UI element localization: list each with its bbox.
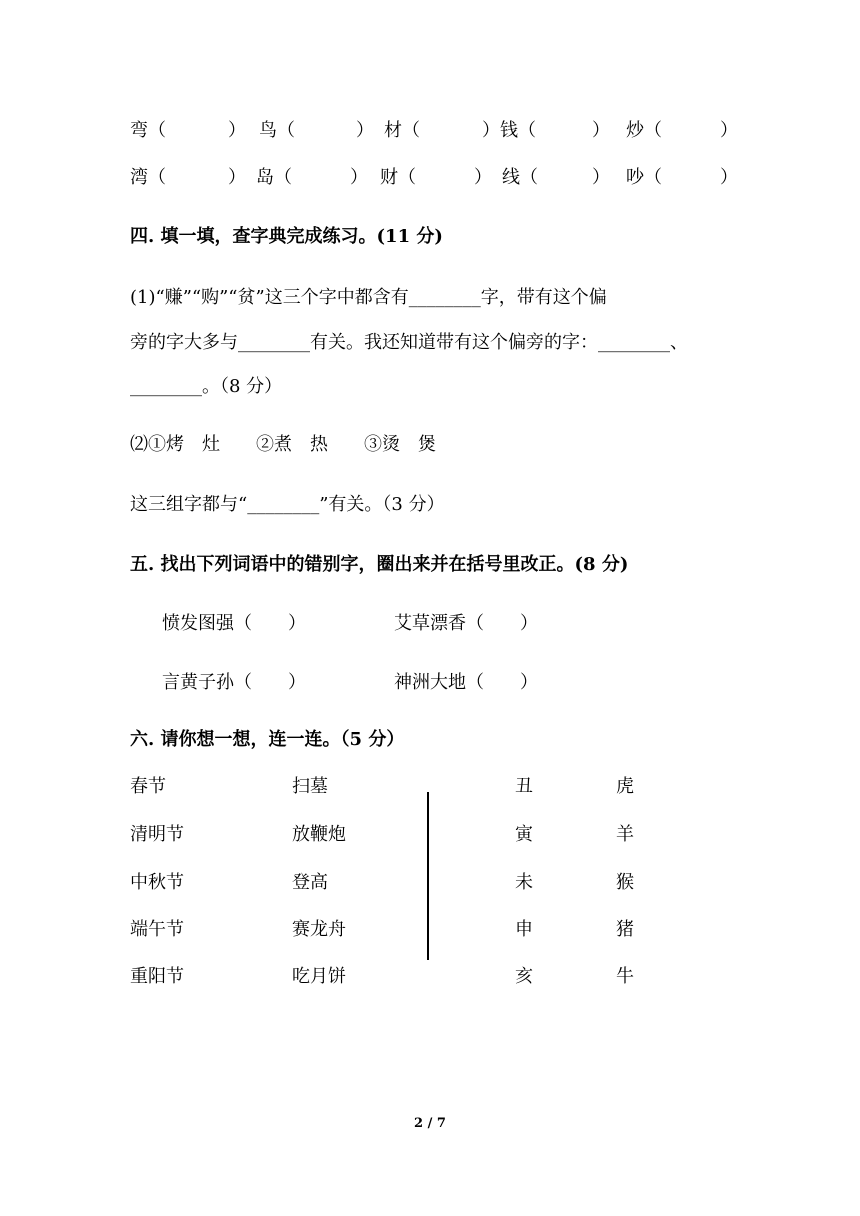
char-bracket: ） — [592, 120, 610, 141]
animal-item: 虎 — [616, 776, 634, 797]
branch-item: 未 — [515, 872, 533, 893]
festival-item: 重阳节 — [130, 966, 184, 987]
char-bracket: ） — [228, 120, 246, 141]
animal-item: 羊 — [616, 824, 634, 845]
char-item: 炒（ — [626, 120, 662, 141]
typo-item: 言黄子孙（ ） — [162, 672, 306, 693]
section-4-q1-line1: (1)“赚”“购”“贫”这三个字中都含有________字，带有这个偏 — [130, 287, 607, 308]
custom-item: 登高 — [292, 872, 328, 893]
custom-item: 扫墓 — [292, 776, 328, 797]
char-item: 弯（ — [130, 120, 166, 141]
branch-item: 丑 — [515, 776, 533, 797]
divider-line — [427, 792, 429, 960]
section-4-q2-line1: ⑵①烤 灶 ②煮 热 ③烫 煲 — [130, 434, 436, 455]
typo-item: 神洲大地（ ） — [394, 672, 538, 693]
char-bracket: ） — [720, 120, 738, 141]
section-5-title: 五. 找出下列词语中的错别字，圈出来并在括号里改正。(8 分) — [130, 554, 629, 575]
custom-item: 赛龙舟 — [292, 919, 346, 940]
char-item: 岛（ — [256, 167, 292, 188]
char-bracket: ） — [356, 120, 374, 141]
festival-item: 清明节 — [130, 824, 184, 845]
festival-item: 端午节 — [130, 919, 184, 940]
section-4-q2-line2: 这三组字都与“________”有关。（3 分） — [130, 494, 445, 515]
animal-item: 猴 — [616, 872, 634, 893]
char-bracket: ） — [228, 167, 246, 188]
typo-item: 艾草漂香（ ） — [394, 613, 538, 634]
char-item: 线（ — [502, 167, 538, 188]
page-number: 2 / 7 — [414, 1116, 446, 1131]
custom-item: 吃月饼 — [292, 966, 346, 987]
char-item: 材（ — [384, 120, 420, 141]
festival-item: 春节 — [130, 776, 166, 797]
char-bracket: ） — [592, 167, 610, 188]
char-bracket: ） — [474, 167, 492, 188]
char-item: ）钱（ — [482, 120, 536, 141]
char-item: 鸟（ — [259, 120, 295, 141]
char-bracket: ） — [720, 167, 738, 188]
animal-item: 猪 — [616, 919, 634, 940]
branch-item: 寅 — [515, 824, 533, 845]
char-item: 湾（ — [130, 167, 166, 188]
section-4-q1-line2: 旁的字大多与________有关。我还知道带有这个偏旁的字：________、 — [130, 332, 688, 353]
animal-item: 牛 — [616, 966, 634, 987]
char-bracket: ） — [350, 167, 368, 188]
section-6-title: 六. 请你想一想，连一连。（5 分） — [130, 729, 405, 750]
char-item: 财（ — [380, 167, 416, 188]
section-4-title: 四. 填一填，查字典完成练习。(11 分) — [130, 226, 443, 247]
section-4-q1-line3: ________。（8 分） — [130, 376, 283, 397]
branch-item: 亥 — [515, 966, 533, 987]
branch-item: 申 — [515, 919, 533, 940]
char-item: 吵（ — [626, 167, 662, 188]
custom-item: 放鞭炮 — [292, 824, 346, 845]
festival-item: 中秋节 — [130, 872, 184, 893]
typo-item: 愤发图强（ ） — [162, 613, 306, 634]
